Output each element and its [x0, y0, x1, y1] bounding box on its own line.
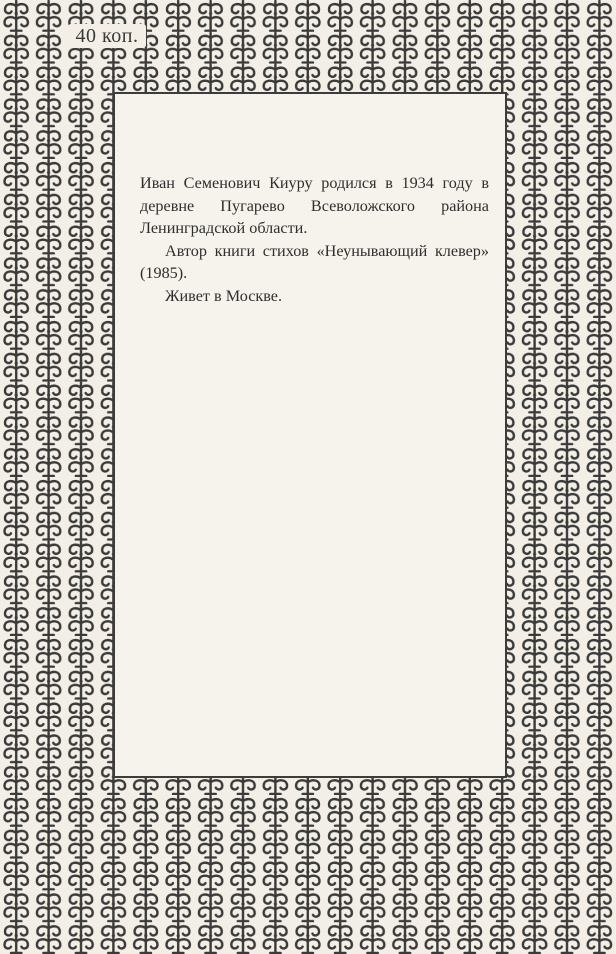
bio-paragraph-birth: Иван Семенович Киуру родился в 1934 году в деревне Пугарево Всеволожского района Ленинградской области.: [140, 174, 489, 238]
bio-paragraph-residence: Живет в Москве.: [165, 286, 283, 305]
bio-paragraph-books: Автор книги стихов «Неунывающий клевер» (1985).: [140, 241, 489, 283]
price-label: 40 коп.: [68, 24, 146, 48]
author-bio: [140, 172, 489, 308]
